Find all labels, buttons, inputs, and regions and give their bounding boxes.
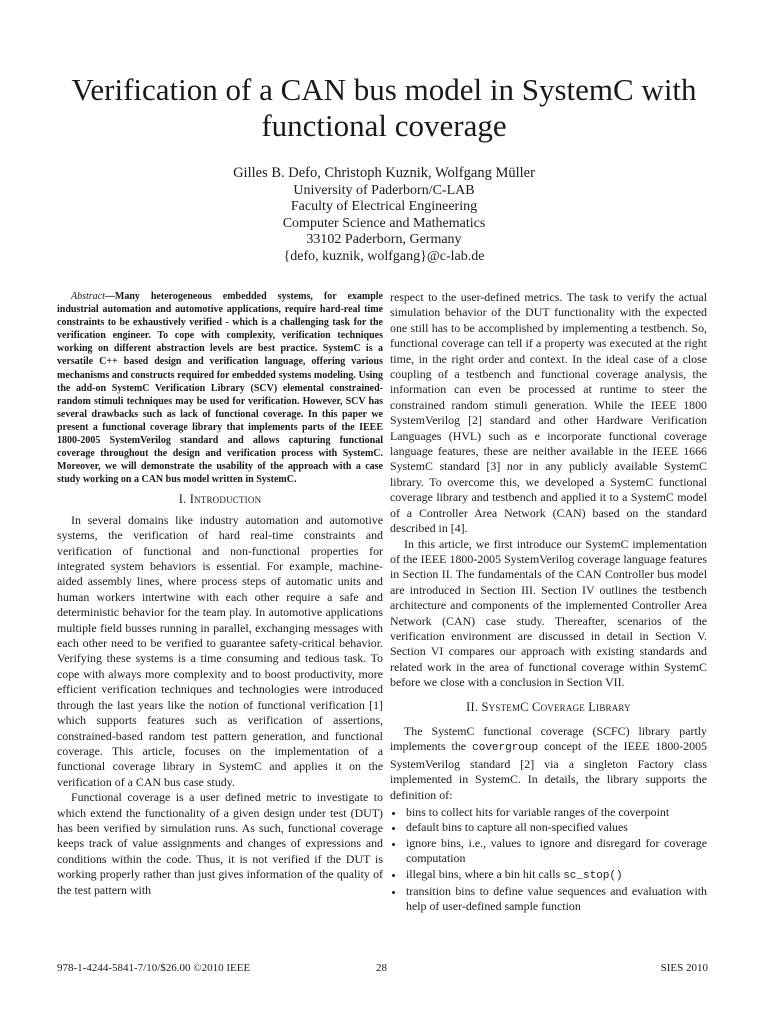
list-item: • bins to collect hits for variable ranges of the coverpoint [404, 805, 707, 820]
intro-paragraph-1: In several domains like industry automation and automotive systems, the verification of hard real-time constraints and verification of functional and non-functional properties for integrated system behaviors is essential. For example, machine-aided assembly lines, where process steps of automatic units and human workers intertwine with each other require a safe and deterministic behavior for the team play. In automotive applications multiple field busses running in parallel, exchanging messages with each other need to be verified to guarantee safety-critical behavior. Verifying these systems is a time consuming and tedious task. To cope with always more complexity and to boost productivity, more efficient verification techniques and technologies were introduced through the last years like the notion of functional verification [1] which supports features such as verification of assertions, constrained-based random test pattern generation, and functional coverage. This article, focuses on the implementation of a functional coverage library in SystemC and applies it on the verification of a CAN bus case study. [57, 512, 383, 789]
page-number: 28 [376, 962, 387, 974]
sc-stop-code: sc_stop() [563, 869, 623, 882]
left-column [57, 290, 383, 898]
author-block [40, 165, 728, 265]
abstract-text: —Many heterogeneous embedded systems, for example industrial automation and automotive applications, require hard-real time constraints to be exhaustively verified - which is a challenging task for the verification engineer. To cope with complexity, verification techniques working on different abstraction levels are best practice. SystemC is a versatile C++ based design and verification language, offering various mechanisms and constructs required for embedded systems modeling. Using the add-on SystemC Verification Library (SCV) elemental constrained-random stimuli techniques may be used for verification. However, SCV has several drawbacks such as lack of functional coverage. In this paper we present a functional coverage library that implements parts of the IEEE 1800-2005 SystemVerilog standard and allows capturing functional coverage throughout the design and verification process with SystemC. Moreover, we will demonstrate the usability of the approach with a case study working on a CAN bus model written in SystemC. [57, 291, 383, 486]
paper-title: Verification of a CAN bus model in SystemC with functional coverage [71, 72, 697, 143]
feature-list [390, 805, 707, 915]
right-column [390, 290, 707, 915]
author-emails: {defo, kuznik, wolfgang}@c-lab.de [283, 248, 485, 264]
right-paragraph-1: respect to the user-defined metrics. The task to verify the actual simulation behavior of the DUT functionality with the expected one still has to be accomplished by implementing a testbench. So, functional coverage can tell if a property was executed at the right time, in the right order and context. In the ideal case of a close coupling of a testbench and functional coverage analysis, the information can even be processed at runtime to steer the constrained random stimuli generation. While the IEEE 1800 SystemVerilog [2] standard and other Hardware Verification Languages (HVL) such as e incorporate functional coverage language features, these are neither available in the IEEE 1666 SystemC standard [3] nor in any publicly available SystemC library. To overcome this, we developed a SystemC functional coverage library and testbench and applied it to a SystemC model of a Controller Area Network (CAN) based on the standard described in [4]. [390, 290, 707, 536]
intro-paragraph-2: Functional coverage is a user defined metric to investigate to which extend the functionality of a given design under test (DUT) has been verified by simulation runs. As such, functional coverage keeps track of value assignments and changes of expressions and conditions within the code. Thus, it is not verified if the DUT is working properly rather than just gives information of the quality of the test pattern with [57, 790, 383, 897]
footer-copyright: 978-1-4244-5841-7/10/$26.00 ©2010 IEEE [57, 962, 251, 974]
scfc-text-b: concept of the IEEE 1800-2005 SystemVerilog standard [2] via a singleton Factory class implemented in SystemC. In details, the library supports the definition of: [390, 739, 707, 802]
scfc-paragraph [390, 724, 707, 803]
list-item-text: illegal bins, where a bin hit calls [406, 866, 564, 881]
abstract [57, 290, 383, 486]
covergroup-code: covergroup [472, 742, 539, 755]
affiliation-line: Computer Science and Mathematics [282, 215, 486, 231]
section-heading-systemc-coverage-library: II. SystemC Coverage Library [466, 699, 631, 714]
author-names: Gilles B. Defo, Christoph Kuznik, Wolfgang Müller [233, 165, 535, 181]
list-item: • transition bins to define value sequences and evaluation with help of user-defined sample function [404, 884, 707, 915]
footer-venue: SIES 2010 [660, 962, 708, 974]
list-item: • ignore bins, i.e., values to ignore and disregard for coverage computation [404, 836, 707, 867]
abstract-label: Abstract [71, 291, 105, 302]
section-heading-introduction: I. Introduction [178, 492, 262, 507]
scfc-text-a: The SystemC functional coverage (SCFC) library partly implements the [390, 723, 707, 754]
affiliation-line: 33102 Paderborn, Germany [306, 232, 462, 247]
list-item [404, 867, 707, 884]
right-paragraph-2: In this article, we first introduce our SystemC implementation of the IEEE 1800-2005 SystemVerilog coverage language features in Section II. The fundamentals of the CAN Controller bus model are introduced in Section III. Section IV outlines the testbench architecture and components of the implemented Controller Area Network (CAN) case study. Thereafter, scenarios of the verification environment are discussed in detail in Section V. Section VI compares our approach with existing standards and related work in the area of functional coverage within SystemC before we close with a conclusion in Section VII. [390, 536, 707, 690]
affiliation-line: Faculty of Electrical Engineering [290, 199, 478, 214]
list-item: • default bins to capture all non-specified values [404, 820, 707, 835]
affiliation-line: University of Paderborn/C-LAB [293, 182, 475, 198]
